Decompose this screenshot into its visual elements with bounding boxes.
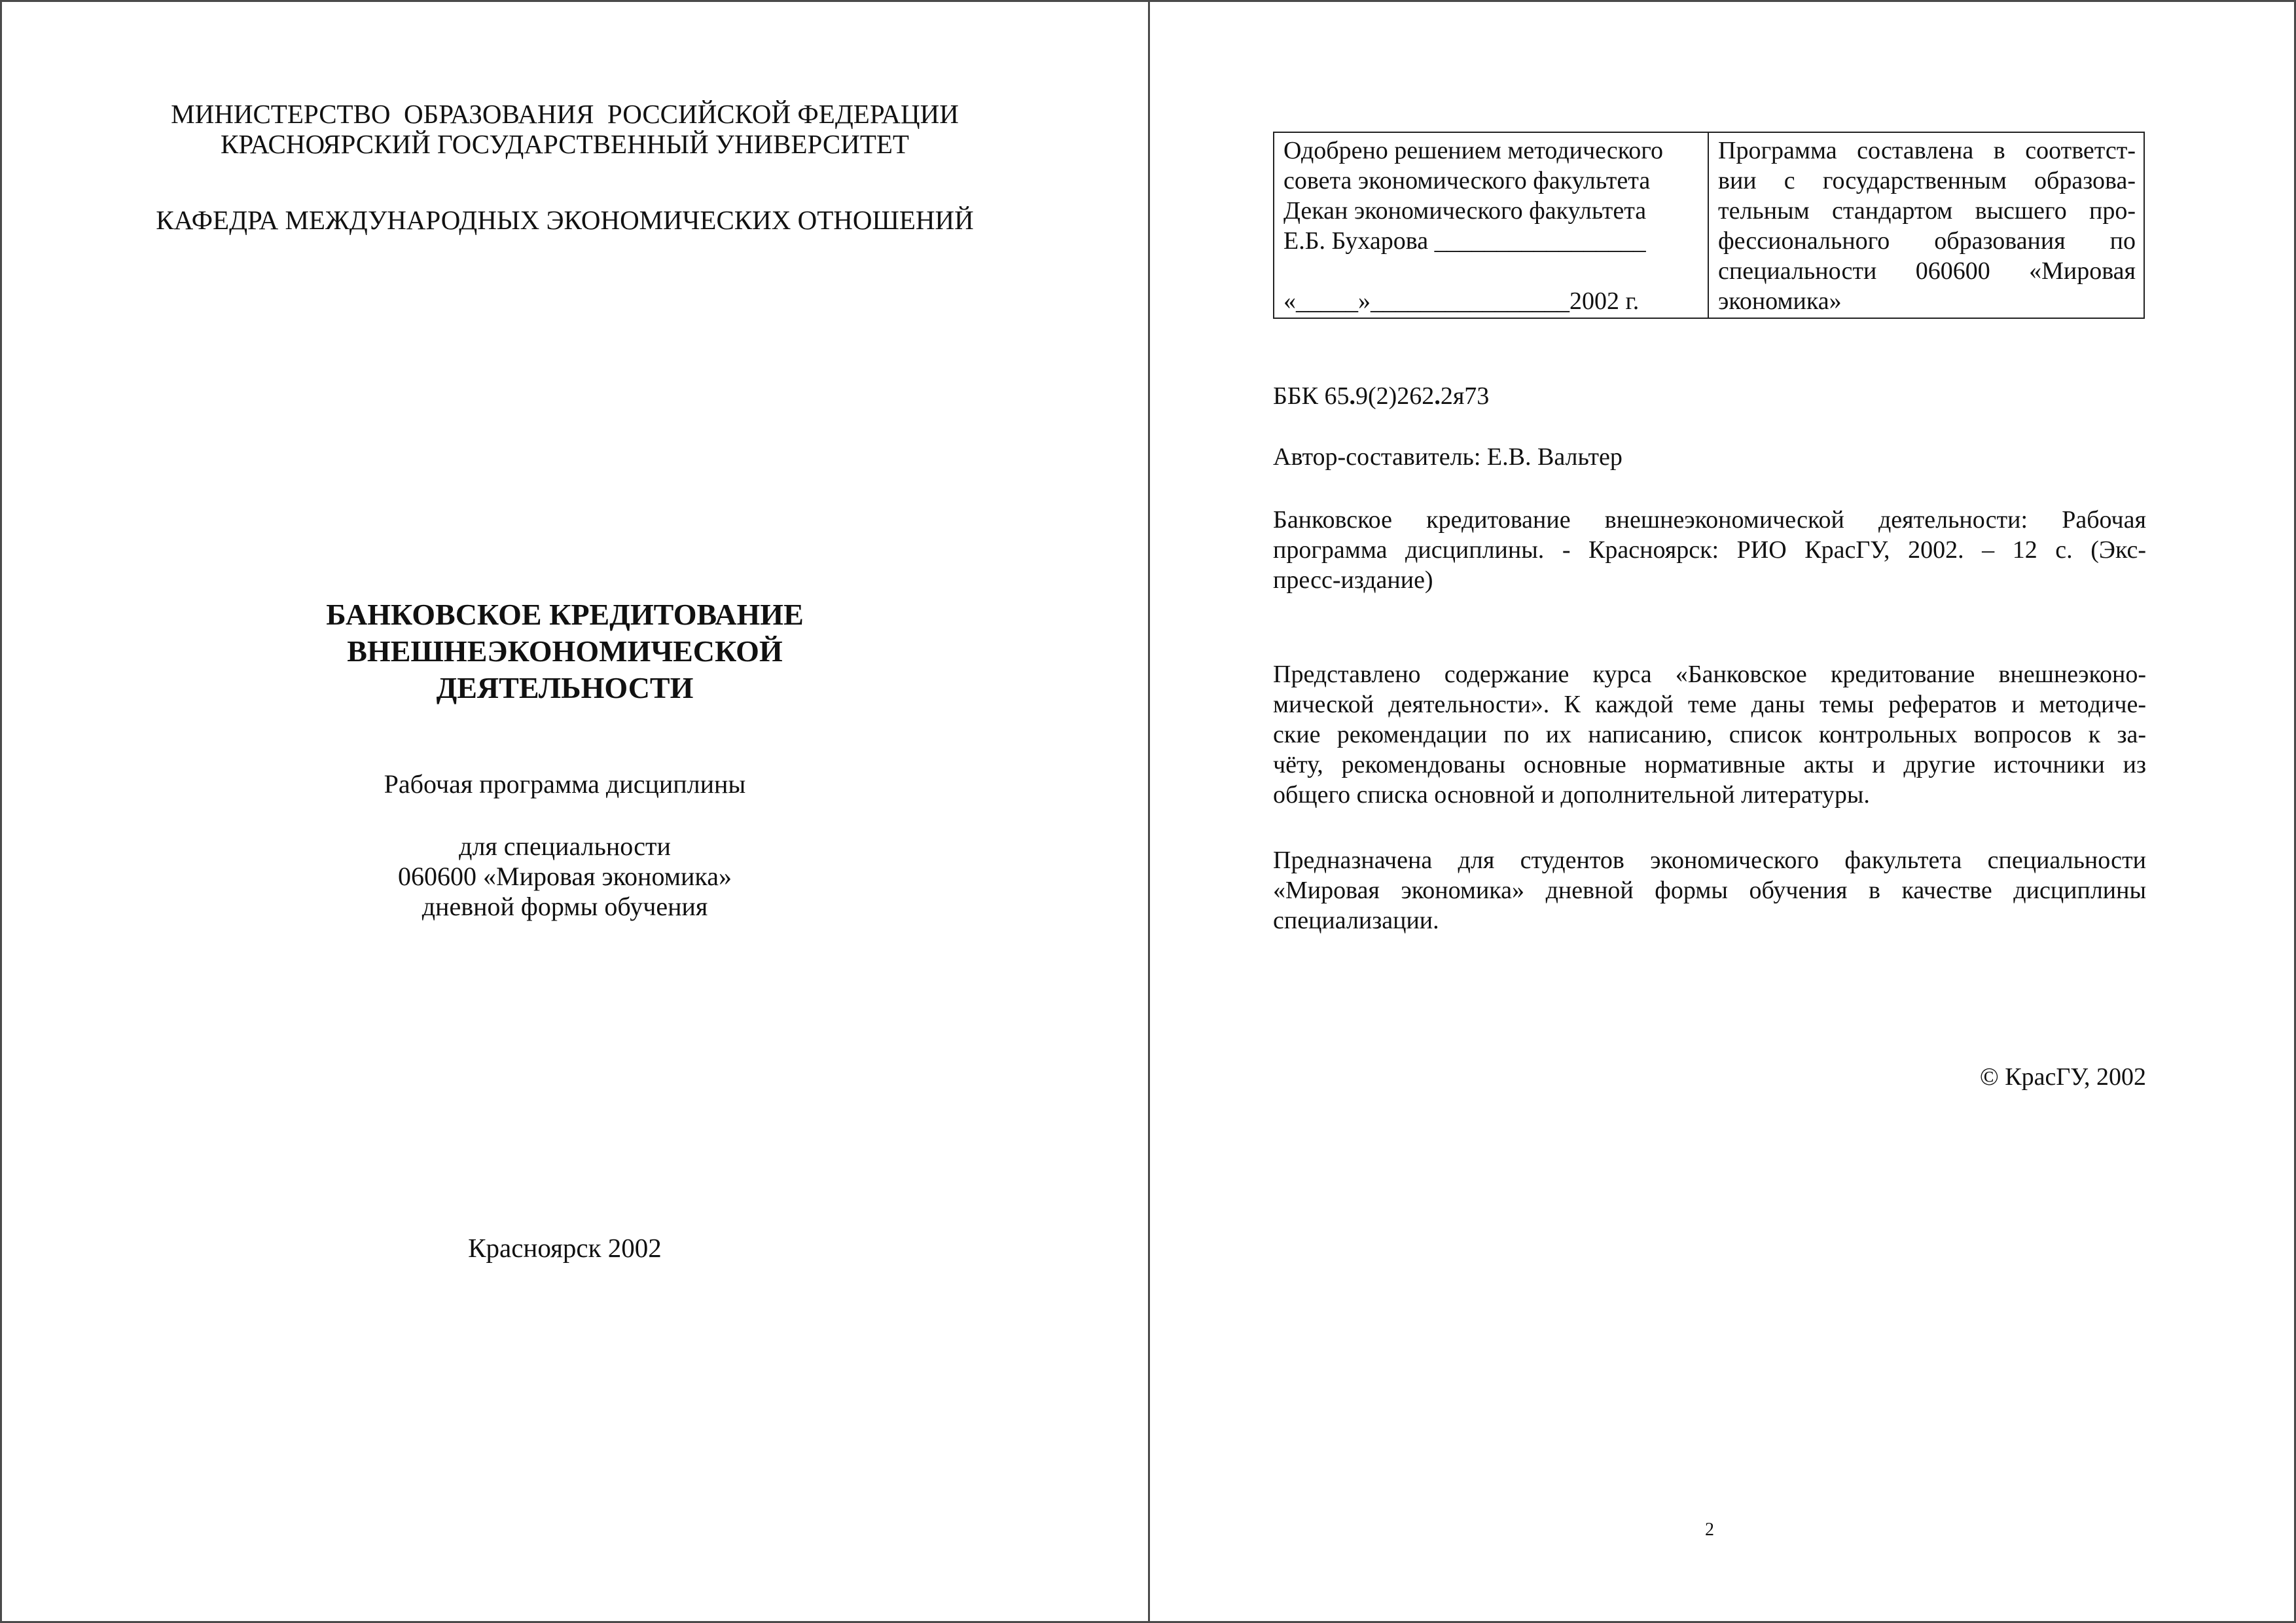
approval-date-line: «_____»________________2002 г. <box>1283 287 1640 315</box>
document-subtitle: Рабочая программа дисциплины <box>384 769 746 799</box>
abstract-line: ские рекомендации по их написанию, список контрольных вопросов к за- <box>1273 721 2146 748</box>
title-page <box>2 2 1150 1621</box>
standard-line: специальности 060600 «Мировая <box>1718 257 2136 285</box>
standard-line: вии с государственным образова- <box>1718 167 2136 194</box>
bibliographic-citation <box>1273 505 2146 595</box>
citation-line: программа дисциплины. - Красноярск: РИО КрасГУ, 2002. – 12 с. (Экс- <box>1273 536 2146 564</box>
approval-cell <box>1274 132 1708 318</box>
page-number: 2 <box>1705 1520 1714 1540</box>
approval-line: Одобрено решением методического <box>1283 137 1663 164</box>
program-standard-cell <box>1708 132 2144 318</box>
citation-line: пресс-издание) <box>1273 566 1433 594</box>
specialty-line: для специальности <box>459 831 671 861</box>
abstract-line: чёту, рекомендованы основные нормативные акты и другие источники из <box>1273 751 2146 778</box>
audience-line: специализации. <box>1273 907 1439 934</box>
approval-line: Декан экономического факультета <box>1283 197 1647 225</box>
abstract-paragraph <box>1273 659 2146 810</box>
department-name: КАФЕДРА МЕЖДУНАРОДНЫХ ЭКОНОМИЧЕСКИХ ОТНОШЕНИЙ <box>156 205 974 235</box>
approval-table <box>1273 132 2145 319</box>
standard-line: Программа составлена в соответст- <box>1718 137 2136 164</box>
table-row <box>1274 132 2144 318</box>
audience-line: Предназначена для студентов экономического факультета специальности <box>1273 847 2146 874</box>
bbk-dot: . <box>1349 382 1355 410</box>
citation-line: Банковское кредитование внешнеэкономической деятельности: Рабочая <box>1273 506 2146 534</box>
bbk-code <box>1273 382 1489 410</box>
audience-paragraph <box>1273 845 2146 936</box>
standard-line: тельным стандартом высшего про- <box>1718 197 2136 225</box>
bbk-part: 9(2)262 <box>1355 382 1435 410</box>
specialty-line: 060600 «Мировая экономика» <box>398 862 732 891</box>
institution-header <box>2 99 1128 235</box>
specialty-line: дневной формы обучения <box>422 892 708 921</box>
title-line: ВНЕШНЕЭКОНОМИЧЕСКОЙ <box>347 634 783 668</box>
document-title <box>2 596 1128 706</box>
dean-signature-line: Е.Б. Бухарова _________________ <box>1283 227 1646 255</box>
city-year: Красноярск 2002 <box>468 1233 662 1263</box>
abstract-line: общего списка основной и дополнительной литературы. <box>1273 781 1870 809</box>
bbk-part: 2я73 <box>1440 382 1490 410</box>
university-name: КРАСНОЯРСКИЙ ГОСУДАРСТВЕННЫЙ УНИВЕРСИТЕТ <box>221 129 909 159</box>
bbk-dot: . <box>1434 382 1441 410</box>
audience-line: «Мировая экономика» дневной формы обучения в качестве дисциплины <box>1273 877 2146 904</box>
abstract-line: мической деятельности». К каждой теме даны темы рефератов и методиче- <box>1273 691 2146 718</box>
author-compiler: Автор-составитель: Е.В. Вальтер <box>1273 443 1623 471</box>
copyright-notice: © КрасГУ, 2002 <box>1979 1063 2146 1091</box>
standard-line: фессионального образования по <box>1718 227 2136 255</box>
standard-line: экономика» <box>1718 287 1842 315</box>
abstract-line: Представлено содержание курса «Банковское кредитование внешнеэконо- <box>1273 661 2146 688</box>
title-line: ДЕЯТЕЛЬНОСТИ <box>436 671 694 704</box>
title-line: БАНКОВСКОЕ КРЕДИТОВАНИЕ <box>326 598 804 631</box>
bbk-part: ББК 65 <box>1273 382 1350 410</box>
imprint-page <box>1150 2 2296 1621</box>
specialty-info <box>2 831 1128 922</box>
ministry-name: МИНИСТЕРСТВО ОБРАЗОВАНИЯ РОССИЙСКОЙ ФЕДЕРАЦИИ <box>171 99 959 129</box>
approval-line: совета экономического факультета <box>1283 167 1651 194</box>
